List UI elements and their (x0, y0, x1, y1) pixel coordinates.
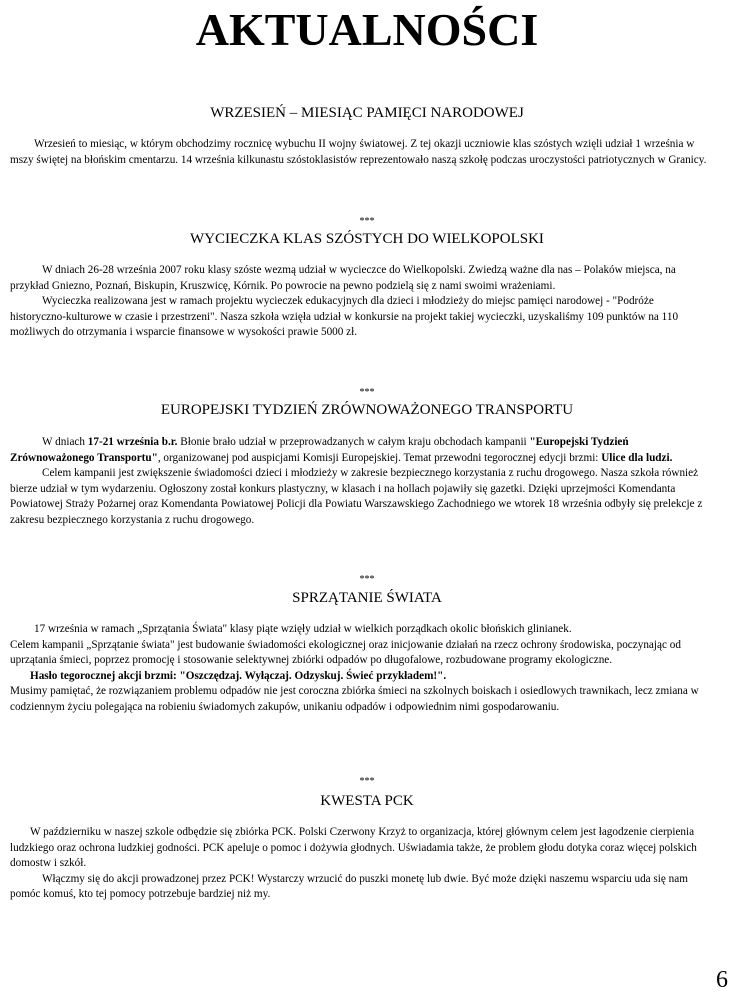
section-separator: *** (359, 574, 375, 585)
section-separator: *** (359, 776, 375, 787)
dates-bold: 17-21 września b.r. (87, 436, 178, 448)
paragraph: Celem kampanii jest zwiększenie świadomości dzieci i młodzieży w zakresie bezpiecznego korzystania z ruchu drogowego. Nasza szkoła również bierze udział w tym wydarzeniu. Ogłoszony został konkurs plastyczny, w klasach i na hollach pojawiły się gazetki. Dzięki uprzejmości Komendanta Powiatowej Straży Pożarnej oraz Komendanta Powiatowej Policji dla Powiatu Warszawskiego Zachodniego we wtorek 18 września odbyły się prelekcje z zakresu bezpiecznego korzystania z ruchu drogowego. (10, 467, 703, 526)
paragraph: W dniach 26-28 września 2007 roku klasy szóste wezmą udział w wycieczce do Wielkopolski. Zwiedzą ważne dla nas – Polaków miejsca, na przykład Gniezno, Poznań, Biskupin, Kruszwicę, Kórnik. Po powrocie na pewno podzielą się z nami swoimi wrażeniami. (10, 264, 676, 292)
campaign-name-bold: "Europejski Tydzień Zrównoważonego Transportu" (10, 436, 629, 464)
page-title: AKTUALNOŚCI (195, 4, 539, 55)
text-run: , organizowanej pod auspicjami Komisji Europejskiej. Temat przewodni tegorocznej edycji brzmi: (157, 451, 602, 464)
paragraph: W październiku w naszej szkole odbędzie się zbiórka PCK. Polski Czerwony Krzyż to organizacja, której głównym celem jest łagodzenie cierpienia ludzkiego oraz ochrona ludzkiej godności. PCK apeluje o pomoc i dożywia głodnych. Uświadamia także, że problem głodu dotyka coraz więcej polskich domostw i szkół. (10, 826, 697, 869)
slogan-paragraph: Hasło tegorocznej akcji brzmi: "Oszczędzaj. Wyłączaj. Odzyskuj. Świeć przykładem!". (30, 669, 447, 682)
text-run: W dniach (42, 436, 88, 448)
paragraph (10, 435, 710, 466)
paragraph: Musimy pamiętać, że rozwiązaniem problemu odpadów nie jest coroczna zbiórka śmieci na szkolnych boiskach i osiedlowych trawnikach, lecz zmiana w codziennym życiu polegająca na robieniu świadomych zakupów, unikaniu odpadów i odpowiednim nimi gospodarowaniu. (10, 685, 699, 713)
section-body-cleanup (10, 622, 710, 715)
section-body-september (10, 137, 710, 168)
section-heading-september: WRZESIEŃ – MIESIĄC PAMIĘCI NARODOWEJ (210, 105, 524, 121)
section-body-trip (10, 263, 710, 341)
section-heading-pck: KWESTA PCK (320, 793, 414, 809)
paragraph: Wycieczka realizowana jest w ramach projektu wycieczek edukacyjnych dla dzieci i młodzieży do miejsc pamięci narodowej - "Podróże historyczno-kulturowe w czasie i przestrzeni". Nasza szkoła wzięła udział w konkursie na projekt takiej wycieczki, uzyskaliśmy 109 punktów na 110 możliwych do otrzymania i wsparcie finansowe w wysokości prawie 5000 zł. (10, 295, 679, 338)
paragraph: Wrzesień to miesiąc, w którym obchodzimy rocznicę wybuchu II wojny światowej. Z tej okazji uczniowie klas szóstych wzięli udział 1 września w mszy świętej na błońskim cmentarzu. 14 września kilkunastu szóstoklasistów reprezentowało naszą szkołę podczas uroczystości patriotycznych w Granicy. (10, 138, 707, 166)
text-run: Błonie brało udział w przeprowadzanych w całym kraju obchodach kampanii (177, 436, 530, 448)
section-separator: *** (359, 216, 375, 227)
section-body-transport (10, 435, 710, 528)
paragraph: Włączmy się do akcji prowadzonej przez PCK! Wystarczy wrzucić do puszki monetę lub dwie. Być może dzięki naszemu wsparciu uda się nam pomóc komuś, kto tej pomocy potrzebuje bardziej niż my. (10, 872, 688, 900)
page-number: 6 (716, 967, 728, 993)
section-separator: *** (359, 387, 375, 398)
theme-bold: Ulice dla ludzi. (601, 451, 673, 464)
paragraph: 17 września w ramach „Sprzątania Świata" klasy piąte wzięły udział w wielkich porządkach okolic błońskich glinianek. (34, 623, 572, 635)
section-heading-cleanup: SPRZĄTANIE ŚWIATA (292, 590, 442, 606)
section-heading-transport: EUROPEJSKI TYDZIEŃ ZRÓWNOWAŻONEGO TRANSPORTU (160, 402, 574, 418)
section-heading-trip: WYCIECZKA KLAS SZÓSTYCH DO WIELKOPOLSKI (190, 231, 544, 247)
paragraph: Celem kampanii „Sprzątanie świata" jest budowanie świadomości ekologicznej oraz inicjowanie działań na rzecz ochrony środowiska, poczynając od uprzątania śmieci, poprzez promocję i stosowanie selektywnej zbiórki odpadów po długofalowe, rozbudowane programy ekologiczne. (10, 638, 681, 666)
section-body-pck (10, 825, 710, 903)
